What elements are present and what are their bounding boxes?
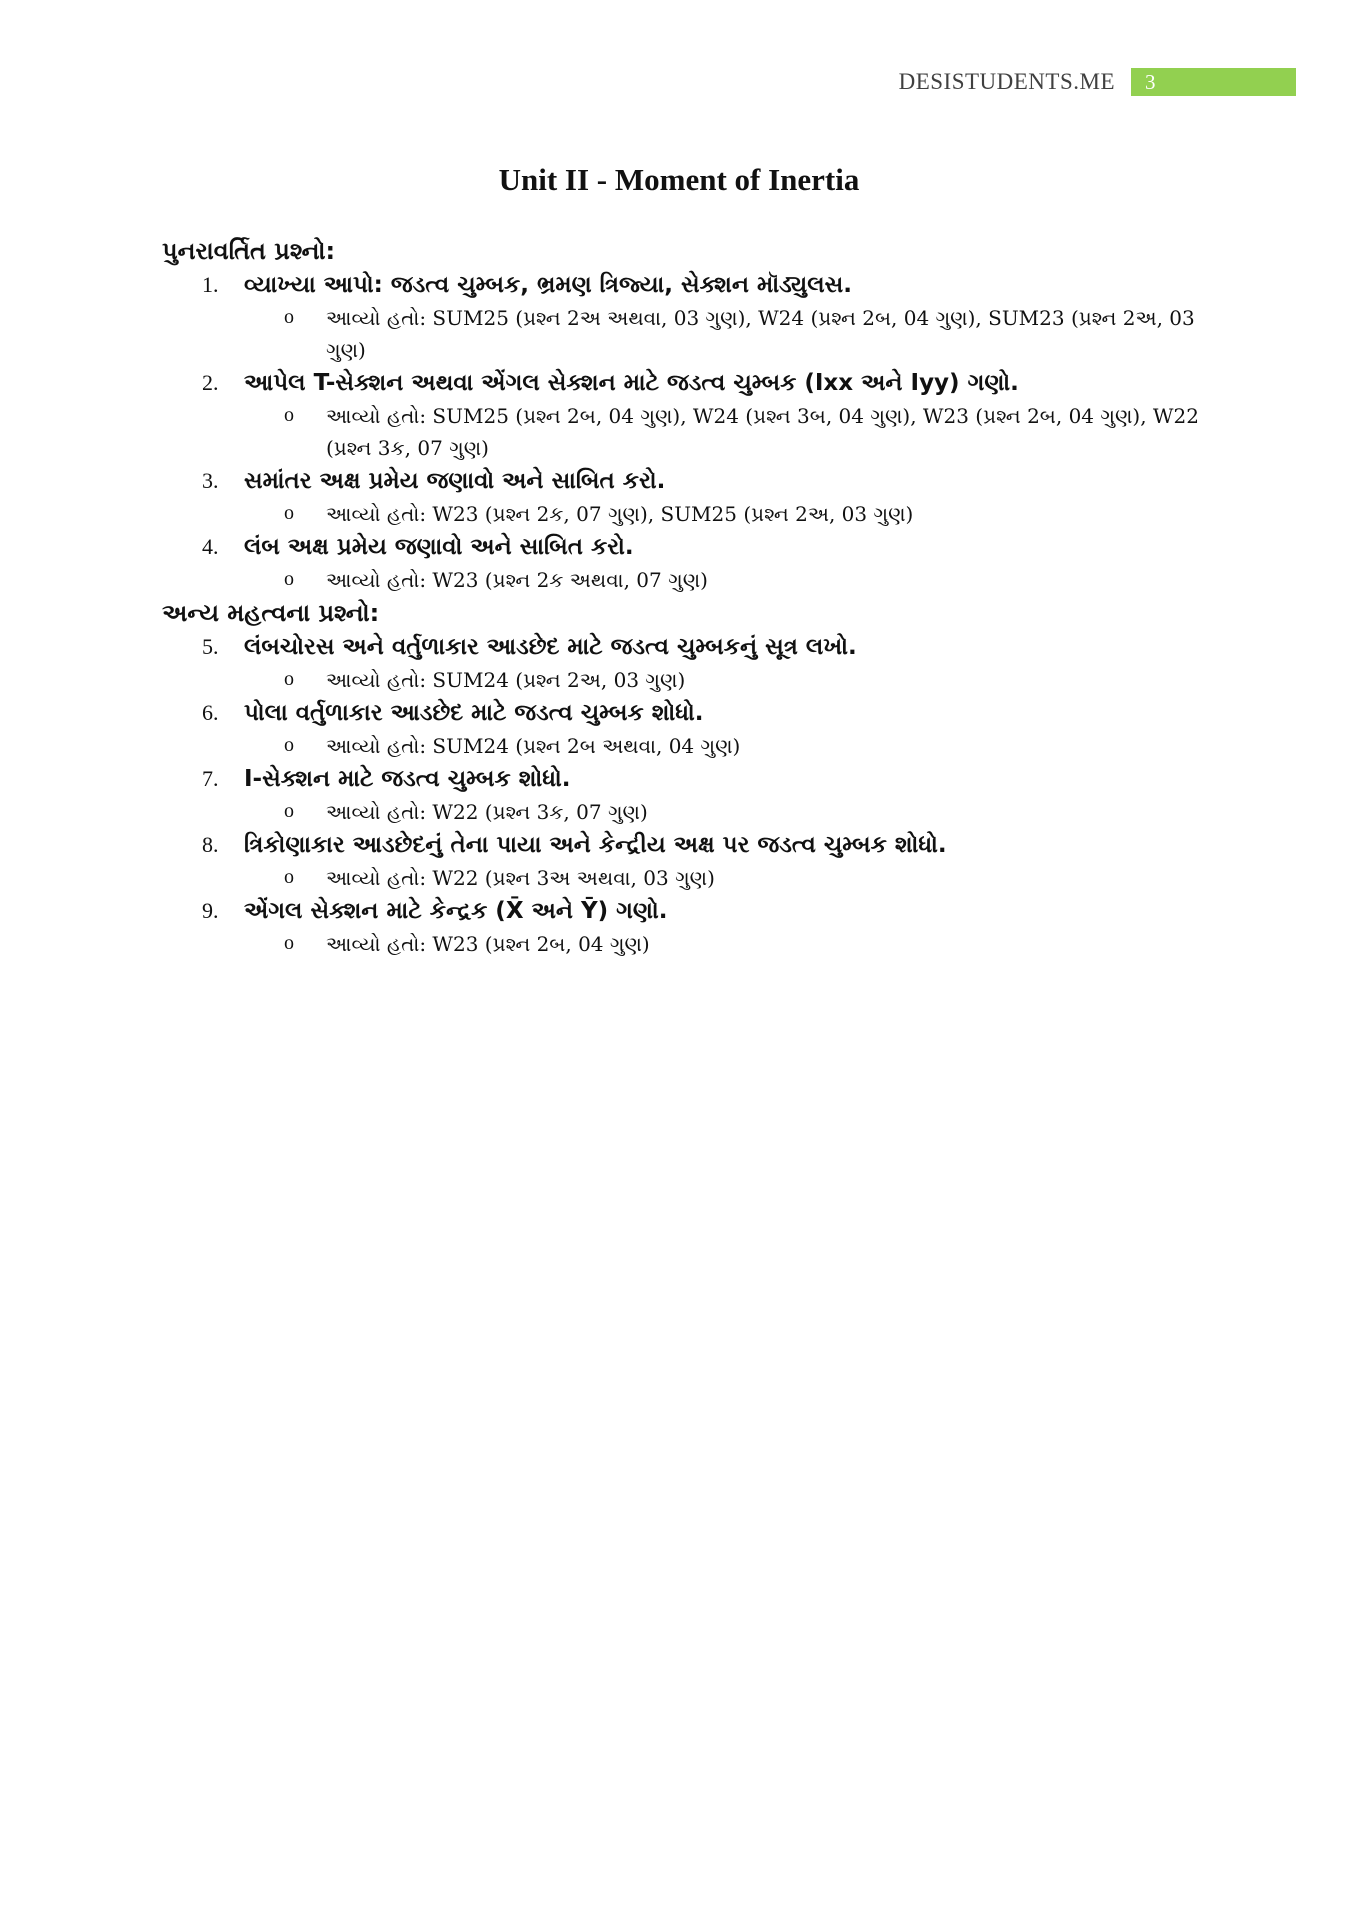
question-item [162, 366, 1212, 464]
question-number: 1. [202, 272, 219, 297]
asked-text: આવ્યો હતો: SUM24 (પ્રશ્ન 2અ, 03 ગુણ) [326, 668, 686, 692]
asked-info [244, 498, 1212, 530]
question-number: 2. [202, 370, 219, 395]
question-number: 4. [202, 534, 219, 559]
page-number: 3 [1131, 68, 1296, 96]
question-item [162, 828, 1212, 894]
question-list [162, 268, 1212, 596]
bullet-icon: o [284, 404, 294, 426]
question-text: સમાંતર અક્ષ પ્રમેય જણાવો અને સાબિત કરો. [244, 468, 666, 494]
question-item [162, 268, 1212, 366]
asked-info [244, 400, 1212, 464]
asked-text: આવ્યો હતો: SUM25 (પ્રશ્ન 2અ અથવા, 03 ગુણ), W24 (પ્રશ્ન 2બ, 04 ગુણ), SUM23 (પ્રશ્ન 2અ, 03 ગુણ) [326, 306, 1195, 362]
question-text: લંબચોરસ અને વર્તુળાકાર આડછેદ માટે જડત્વ ચુમ્બકનું સૂત્ર લખો. [244, 634, 857, 660]
question-item [162, 464, 1212, 530]
asked-text: આવ્યો હતો: SUM24 (પ્રશ્ન 2બ અથવા, 04 ગુણ) [326, 734, 741, 758]
asked-info [244, 796, 1212, 828]
bullet-icon: o [284, 502, 294, 524]
asked-text: આવ્યો હતો: SUM25 (પ્રશ્ન 2બ, 04 ગુણ), W24 (પ્રશ્ન 3બ, 04 ગુણ), W23 (પ્રશ્ન 2બ, 04 ગુણ), W22 (પ્રશ્ન 3ક, 07 ગુણ) [326, 404, 1199, 460]
question-item [162, 630, 1212, 696]
bullet-icon: o [284, 800, 294, 822]
bullet-icon: o [284, 866, 294, 888]
question-text: I-સેક્શન માટે જડત્વ ચુમ્બક શોધો. [244, 766, 571, 792]
asked-text: આવ્યો હતો: W23 (પ્રશ્ન 2ક અથવા, 07 ગુણ) [326, 568, 708, 592]
page-header [899, 68, 1296, 96]
bullet-icon: o [284, 306, 294, 328]
question-text: ત્રિકોણાકાર આડછેદનું તેના પાયા અને કેન્દ્રીય અક્ષ પર જડત્વ ચુમ્બક શોધો. [244, 832, 947, 858]
section-repeated-questions [162, 234, 1212, 596]
question-item [162, 762, 1212, 828]
asked-info [244, 564, 1212, 596]
asked-info [244, 928, 1212, 960]
question-item [162, 894, 1212, 960]
bullet-icon: o [284, 668, 294, 690]
asked-info [244, 730, 1212, 762]
question-number: 7. [202, 766, 219, 791]
asked-info [244, 302, 1212, 366]
question-number: 3. [202, 468, 219, 493]
question-number: 5. [202, 634, 219, 659]
section-heading: અન્ય મહત્વના પ્રશ્નો: [162, 599, 380, 627]
question-text: એંગલ સેક્શન માટે કેન્દ્રક (X̄ અને Ȳ) ગણો. [244, 898, 668, 924]
bullet-icon: o [284, 734, 294, 756]
question-text: પોલા વર્તુળાકાર આડછેદ માટે જડત્વ ચુમ્બક શોધો. [244, 700, 704, 726]
document-body [162, 234, 1212, 960]
asked-info [244, 862, 1212, 894]
question-number: 6. [202, 700, 219, 725]
asked-info [244, 664, 1212, 696]
bullet-icon: o [284, 568, 294, 590]
question-text: વ્યાખ્યા આપો: જડત્વ ચુમ્બક, ભ્રમણ ત્રિજ્યા, સેક્શન મૉડ્યુલસ. [244, 272, 852, 298]
question-item [162, 696, 1212, 762]
page-title: Unit II - Moment of Inertia [498, 162, 860, 197]
section-other-questions [162, 596, 1212, 960]
question-number: 9. [202, 898, 219, 923]
question-text: લંબ અક્ષ પ્રમેય જણાવો અને સાબિત કરો. [244, 534, 634, 560]
question-text: આપેલ T-સેક્શન અથવા એંગલ સેક્શન માટે જડત્વ ચુમ્બક (Ixx અને Iyy) ગણો. [244, 370, 1019, 396]
question-list [162, 630, 1212, 960]
bullet-icon: o [284, 932, 294, 954]
asked-text: આવ્યો હતો: W22 (પ્રશ્ન 3અ અથવા, 03 ગુણ) [326, 866, 715, 890]
question-number: 8. [202, 832, 219, 857]
question-item [162, 530, 1212, 596]
asked-text: આવ્યો હતો: W23 (પ્રશ્ન 2બ, 04 ગુણ) [326, 932, 650, 956]
asked-text: આવ્યો હતો: W23 (પ્રશ્ન 2ક, 07 ગુણ), SUM25 (પ્રશ્ન 2અ, 03 ગુણ) [326, 502, 914, 526]
site-name: DESISTUDENTS.ME [898, 69, 1115, 94]
asked-text: આવ્યો હતો: W22 (પ્રશ્ન 3ક, 07 ગુણ) [326, 800, 648, 824]
section-heading: પુનરાવર્તિત પ્રશ્નો: [162, 237, 336, 265]
